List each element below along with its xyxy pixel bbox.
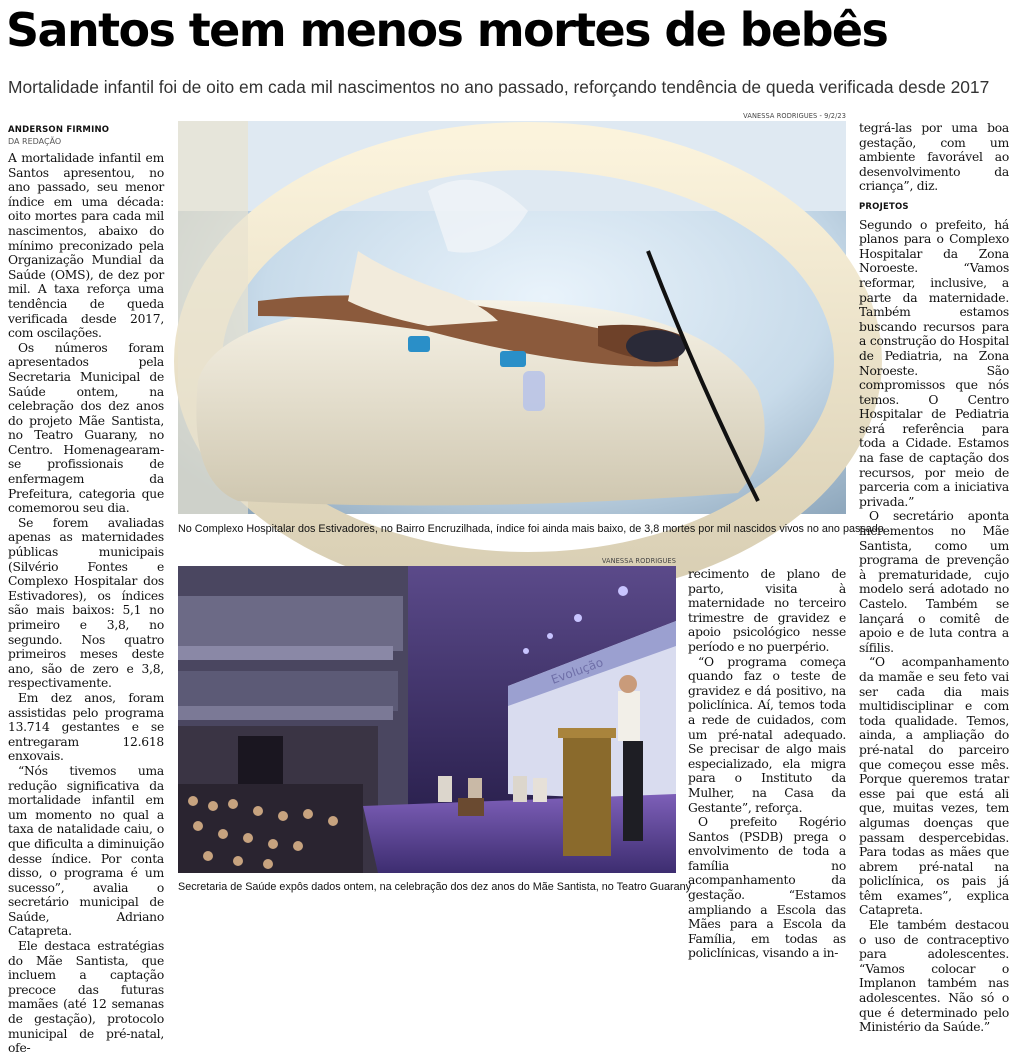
- paragraph: Os números foram apresentados pela Secretaria Municipal de Saúde ontem, na celebração dos dez anos do projeto Mãe Santista, no Teatro Guarany, no Centro. Homenagearam-se profissionais de enfermagem da Prefeitura, categoria que comemorou seu dia.: [8, 340, 164, 516]
- deck: Mortalidade infantil foi de oito em cada mil nascimentos no ano passado, reforçando tendência de queda verificada desde 2017: [8, 77, 990, 97]
- paragraph: recimento de plano de parto, visita à maternidade no terceiro trimestre de gravidez e apoio psicológico nesse período e no puerpério.: [688, 567, 846, 654]
- paragraph: “O acompanhamento da mamãe e seu feto vai ser cada dia mais multidisciplinar e com toda qualidade. Temos, ainda, a ampliação do pré-natal do parceiro que começou esse mês. Porque queremos tratar esse pai que está ali que, muitas vezes, tem algumas doenças que passam despercebidas. Para todas as mães que abrem pré-natal na policlínica, os pais já têm exames”, explica Catapreta.: [859, 655, 1009, 918]
- paragraph: tegrá-las por uma boa gestação, com um ambiente favorável ao desenvolvimento da criança”, diz.: [859, 121, 1009, 194]
- paragraph: Ele também destacou o uso de contraceptivo para adolescentes. “Vamos colocar o Implanon também nas adolescentes. Não só o que é determinado pelo Ministério da Saúde.”: [859, 918, 1009, 1035]
- article-column-4: [688, 567, 846, 961]
- article-column-5: [859, 121, 1009, 1035]
- paragraph: Segundo o prefeito, há planos para o Complexo Hospitalar da Zona Noroeste. “Vamos reformar, inclusive, a parte da maternidade. Também estamos buscando recursos para a construção do Hospital de Pediatria, na Zona Noroeste. São compromissos que nós temos. O Centro Hospitalar de Pediatria será referência para toda a Cidade. Estamos na fase de captação dos recursos, por meio de parceria com a iniciativa privada.”: [859, 217, 1009, 509]
- byline: [8, 124, 168, 148]
- paragraph: “Nós tivemos uma redução significativa da mortalidade infantil em um momento no qual a taxa de natalidade caiu, o que dificulta a diminuição desse índice. Por conta disso, o programa é um sucesso”, avalia o secretário municipal de Saúde, Adriano Catapreta.: [8, 763, 164, 939]
- photo-caption: Secretaria de Saúde expôs dados ontem, na celebração dos dez anos do Mãe Santista, no Teatro Guarany: [178, 881, 691, 893]
- paragraph: O secretário aponta incrementos no Mãe Santista, como um programa de prevenção à prematuridade, cujo modelo será adotado no Castelo. Também se lançará o comitê de apoio e de luta contra a sífilis.: [859, 509, 1009, 655]
- paragraph: “O programa começa quando faz o teste de gravidez e dá positivo, na policlínica. Aí, temos toda a rede de cuidados, com um pré-natal adequado. Se precisar de algo mais especializado, ela migra para o Instituto da Mulher, na Casa da Gestante”, reforça.: [688, 654, 846, 815]
- photo-credit: VANESSA RODRIGUES: [601, 557, 676, 565]
- screen-title: Evolução: [549, 655, 606, 687]
- paragraph: Se forem avaliadas apenas as maternidades públicas municipais (Silvério Fontes e Complexo Hospitalar dos Estivadores), os índices são mais baixos: 5,1 no primeiro e 3,8, no segundo. Nos quatro primeiros meses deste ano, são de zero e 3,8, respectivamente.: [8, 515, 164, 691]
- article-column-1: [8, 151, 164, 1056]
- paragraph: Em dez anos, foram assistidas pelo programa 13.714 gestantes e se entregaram 12.618 enxovais.: [8, 690, 164, 764]
- paragraph: O prefeito Rogério Santos (PSDB) prega o envolvimento de toda a família no acompanhamento da gestação. “Estamos ampliando a Escola das Mães para a Escola da Família, em todas as policlínicas, visando a in-: [688, 815, 846, 961]
- author-desk: DA REDAÇÃO: [8, 137, 62, 146]
- headline: Santos tem menos mortes de bebês: [6, 3, 888, 57]
- author-name: ANDERSON FIRMINO: [8, 125, 110, 135]
- incubator-photo: [178, 121, 846, 514]
- paragraph: Ele destaca estratégias do Mãe Santista, que incluem a captação precoce das futuras mamães (até 12 semanas de gestação), protocolo municipal de pré-natal, ofe-: [8, 939, 164, 1056]
- subhead: PROJETOS: [859, 201, 909, 212]
- photo-credit: VANESSA RODRIGUES - 9/2/23: [743, 112, 846, 120]
- paragraph: A mortalidade infantil em Santos apresentou, no ano passado, seu menor índice em uma década: oito mortes para cada mil nascimentos, abaixo do mínimo preconizado pela Organização Mundial da Saúde (OMS), de dez por mil. A taxa reforça uma tendência de queda verificada desde 2017, com oscilações.: [8, 151, 164, 341]
- theatre-photo: [178, 566, 676, 873]
- photo-caption: No Complexo Hospitalar dos Estivadores, no Bairro Encruzilhada, índice foi ainda mais baixo, de 3,8 mortes por mil nascidos vivos no ano passado: [178, 523, 884, 535]
